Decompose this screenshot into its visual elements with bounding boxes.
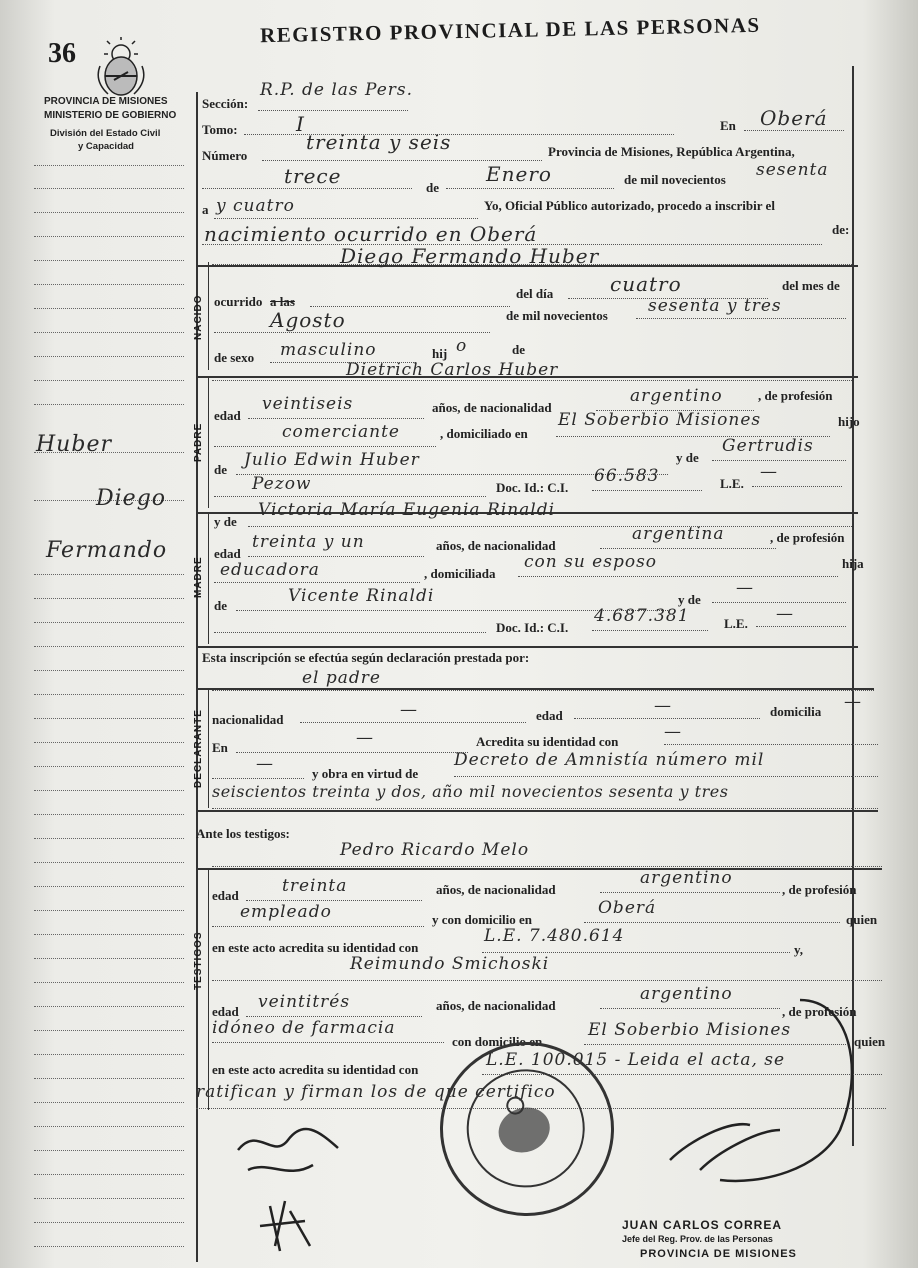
section-rule xyxy=(198,646,858,648)
field-padre-edad: veintiseis xyxy=(262,394,354,414)
label-madre-de: de xyxy=(214,598,227,613)
field-acto: nacimiento ocurrido en Oberá xyxy=(204,222,538,246)
field-madre-nacionalidad: argentina xyxy=(632,524,725,544)
field-decl-domicilia: — xyxy=(844,692,862,712)
label-ante-testigos: Ante los testigos: xyxy=(196,826,290,841)
label-madre-nacionalidad: años, de nacionalidad xyxy=(436,538,556,553)
inner-border-declarante xyxy=(208,690,209,808)
label-madre-hija: hija xyxy=(842,556,864,571)
field-mes-nac: Agosto xyxy=(270,308,346,332)
label-ocurrido: ocurrido xyxy=(214,294,263,309)
label-mil-novecientos: de mil novecientos xyxy=(624,172,726,187)
label-de-colon: de: xyxy=(832,222,850,237)
label-tomo: Tomo: xyxy=(202,122,238,137)
label-decl-nacionalidad: nacionalidad xyxy=(212,712,284,727)
field-testigo1-nombre: Pedro Ricardo Melo xyxy=(340,840,530,860)
official-name: JUAN CARLOS CORREA xyxy=(622,1218,783,1232)
label-t1-y: y, xyxy=(794,942,804,957)
label-numero: Número xyxy=(202,148,248,163)
label-padre-nacionalidad: años, de nacionalidad xyxy=(432,400,552,415)
section-rule xyxy=(198,810,878,812)
label-seccion: Sección: xyxy=(202,96,249,111)
label-de-hijo: de xyxy=(512,342,525,357)
label-madre-domicilio: , domiciliada xyxy=(424,566,496,581)
label-t2-domicilio: con domicilio en xyxy=(452,1034,543,1049)
field-madre-le: — xyxy=(776,604,794,624)
field-padre-madre: Gertrudis xyxy=(722,436,814,456)
field-decl-en: — xyxy=(356,728,374,748)
page-number: 36 xyxy=(48,38,76,69)
label-t1-edad: edad xyxy=(212,888,239,903)
label-t1-nacionalidad: años, de nacionalidad xyxy=(436,882,556,897)
field-padre-padre: Julio Edwin Huber xyxy=(244,450,420,470)
label-t2-profesion: , de profesión xyxy=(782,1004,857,1019)
field-testigo1-domicilio: Oberá xyxy=(598,898,657,918)
label-t2-edad: edad xyxy=(212,1004,239,1019)
label-a: a xyxy=(202,202,209,217)
label-del-mes: del mes de xyxy=(782,278,840,293)
field-ano-nac: sesenta y tres xyxy=(648,296,782,316)
label-padre-doc: Doc. Id.: C.I. xyxy=(496,480,569,495)
field-madre-domicilio: con su esposo xyxy=(524,552,658,572)
label-t2-quien: quien xyxy=(854,1034,886,1049)
document-title: REGISTRO PROVINCIAL DE LAS PERSONAS xyxy=(259,12,761,48)
field-testigo1-profesion: empleado xyxy=(240,902,332,922)
field-ano-inscripcion-2: y cuatro xyxy=(216,196,295,216)
field-testigo1-nacionalidad: argentino xyxy=(640,868,733,888)
field-madre-profesion: educadora xyxy=(220,560,320,580)
label-decl-edad: edad xyxy=(536,708,563,723)
field-testigo1-doc: L.E. 7.480.614 xyxy=(484,926,625,946)
field-testigo2-edad: veintitrés xyxy=(258,992,351,1012)
label-padre-de: de xyxy=(214,462,227,477)
label-madre-le: L.E. xyxy=(724,616,748,631)
coat-of-arms-icon xyxy=(90,36,152,98)
side-label-declarante: DECLARANTE xyxy=(193,709,204,788)
field-testigo1-edad: treinta xyxy=(282,876,348,896)
label-padre-edad: edad xyxy=(214,408,241,423)
label-en: En xyxy=(720,118,736,133)
field-testigo2-domicilio: El Soberbio Misiones xyxy=(588,1020,792,1040)
label-de-sexo: de sexo xyxy=(214,350,255,365)
province-name: PROVINCIA DE MISIONES xyxy=(44,96,168,107)
margin-note-surname: Huber xyxy=(36,432,112,457)
label-yo-oficial: Yo, Oficial Público autorizado, procedo a inscribir el xyxy=(484,198,775,213)
field-sexo: masculino xyxy=(280,340,377,360)
field-testigo2-doc: L.E. 100.015 - Leida el acta, se xyxy=(486,1050,786,1070)
field-tomo: I xyxy=(296,112,305,136)
label-t2-nacionalidad: años, de nacionalidad xyxy=(436,998,556,1013)
side-label-nacido: NACIDO xyxy=(193,294,204,340)
label-hij: hij xyxy=(432,346,448,361)
field-decl-obra-1: Decreto de Amnistía número mil xyxy=(454,750,765,770)
label-decl-domicilia: domicilia xyxy=(770,704,822,719)
field-padre-profesion: comerciante xyxy=(282,422,400,442)
field-ano-inscripcion: sesenta xyxy=(756,160,829,180)
field-en: Oberá xyxy=(760,106,828,130)
field-madre-madre: — xyxy=(736,578,754,598)
label-madre-y-de-2: y de xyxy=(678,592,701,607)
field-decl-obra-2: seiscientos treinta y dos, año mil novecientos sesenta y tres xyxy=(212,782,729,801)
field-testigo2-profesion: idóneo de farmacia xyxy=(212,1018,396,1038)
margin-note-middle-name: Fermando xyxy=(46,538,168,563)
label-obra-virtud: y obra en virtud de xyxy=(312,766,419,781)
field-madre-padre: Vicente Rinaldi xyxy=(288,586,435,606)
field-madre-ci: 4.687.381 xyxy=(594,606,690,626)
field-hijo-suffix: o xyxy=(456,336,468,356)
side-label-madre: MADRE xyxy=(193,556,204,598)
field-decl-obra-dash: — xyxy=(256,754,274,774)
field-dia-nac: cuatro xyxy=(610,272,682,296)
field-cierre: ratifican y firman los de que certifico xyxy=(196,1082,556,1102)
label-madre-profesion: , de profesión xyxy=(770,530,845,545)
field-madre-nombre: Victoria María Eugenia Rinaldi xyxy=(258,500,556,520)
field-padre-nacionalidad: argentino xyxy=(630,386,723,406)
field-padre-ci: 66.583 xyxy=(594,466,660,486)
field-decl-acredita: — xyxy=(664,722,682,742)
section-rule xyxy=(198,868,882,870)
field-decl-edad: — xyxy=(654,696,672,716)
label-t1-profesion: , de profesión xyxy=(782,882,857,897)
division-name-2: y Capacidad xyxy=(78,141,134,152)
field-padre-madre-2: Pezow xyxy=(252,474,312,494)
label-de-mil-novecientos: de mil novecientos xyxy=(506,308,608,323)
field-testigo2-nacionalidad: argentino xyxy=(640,984,733,1004)
label-madre-y-de: y de xyxy=(214,514,237,529)
label-t1-quien: quien xyxy=(846,912,878,927)
field-mes-inscripcion: Enero xyxy=(486,162,552,186)
label-padre-hijo: hijo xyxy=(838,414,860,429)
label-del-dia: del día xyxy=(516,286,554,301)
label-padre-profesion: , de profesión xyxy=(758,388,833,403)
label-t1-acredita: en este acto acredita su identidad con xyxy=(212,940,419,955)
field-decl-nacionalidad: — xyxy=(400,700,418,720)
signature-right xyxy=(640,980,870,1215)
field-testigo2-nombre: Reimundo Smichoski xyxy=(350,954,550,974)
field-nombre-nacido: Diego Fermando Huber xyxy=(340,244,600,268)
field-madre-edad: treinta y un xyxy=(252,532,365,552)
label-decl-acredita: Acredita su identidad con xyxy=(476,734,619,749)
field-padre-domicilio: El Soberbio Misiones xyxy=(558,410,762,430)
label-inscripcion: Esta inscripción se efectúa según declaración prestada por: xyxy=(202,650,530,665)
signature-left-1 xyxy=(228,1120,378,1205)
field-declarante: el padre xyxy=(302,668,381,688)
label-a-las: a las xyxy=(270,294,295,309)
side-label-testigos: TESTIGOS xyxy=(193,931,204,990)
field-padre-nombre: Dietrich Carlos Huber xyxy=(346,360,559,380)
inner-border-madre xyxy=(208,514,209,644)
division-name: División del Estado Civil xyxy=(50,128,161,139)
inner-border-testigos xyxy=(208,870,209,1110)
inner-border-nacido xyxy=(208,262,209,370)
label-t2-acredita: en este acto acredita su identidad con xyxy=(212,1062,419,1077)
margin-note-first-name: Diego xyxy=(96,486,167,511)
official-province: PROVINCIA DE MISIONES xyxy=(640,1248,797,1260)
label-padre-domicilio: , domiciliado en xyxy=(440,426,528,441)
label-padre-le: L.E. xyxy=(720,476,744,491)
side-label-padre: PADRE xyxy=(193,422,204,462)
field-padre-le: — xyxy=(760,462,778,482)
inner-border-padre xyxy=(208,378,209,508)
label-t1-domicilio: y con domicilio en xyxy=(432,912,533,927)
field-numero: treinta y seis xyxy=(306,130,452,154)
label-de: de xyxy=(426,180,439,195)
official-title: Jefe del Reg. Prov. de las Personas xyxy=(622,1234,773,1244)
field-dia-inscripcion: trece xyxy=(284,164,342,188)
label-madre-doc: Doc. Id.: C.I. xyxy=(496,620,569,635)
label-madre-edad: edad xyxy=(214,546,241,561)
ministry-name: MINISTERIO DE GOBIERNO xyxy=(44,110,177,121)
signature-left-2 xyxy=(250,1196,330,1261)
label-provincia: Provincia de Misiones, República Argentina, xyxy=(548,144,795,159)
field-seccion: R.P. de las Pers. xyxy=(260,80,414,100)
label-padre-y-de: y de xyxy=(676,450,699,465)
label-decl-en: En xyxy=(212,740,228,755)
